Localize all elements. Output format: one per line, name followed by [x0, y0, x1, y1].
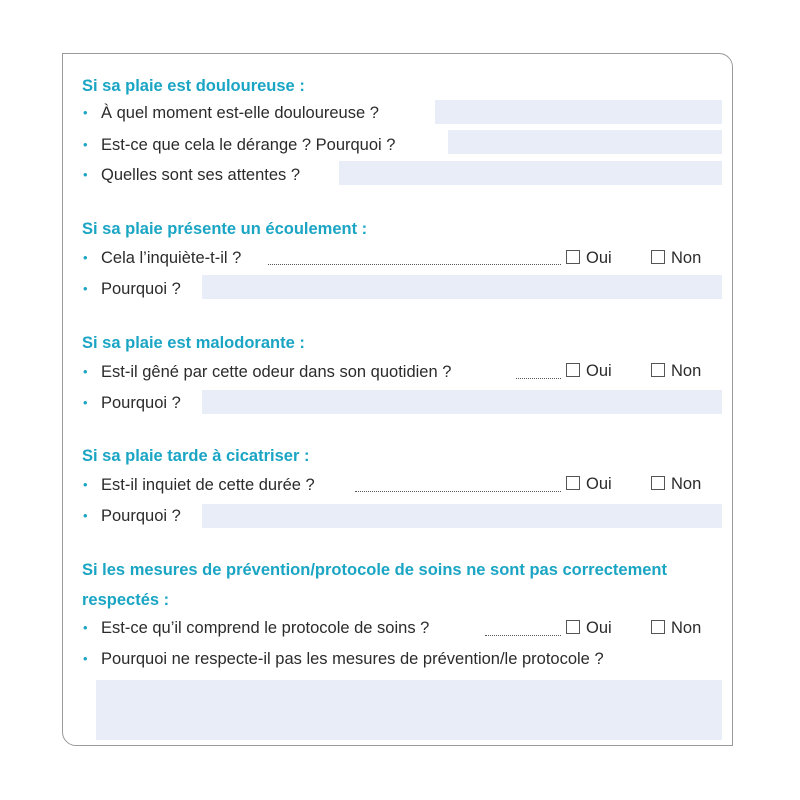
- bullet-icon: •: [83, 364, 88, 379]
- dotted-leader: [355, 491, 561, 492]
- question-pourquoi: [83, 392, 181, 414]
- section-title-mesures-line2: respectés :: [82, 591, 170, 609]
- question-inquiete: [83, 247, 241, 269]
- section-title-ecoulement: Si sa plaie présente un écoulement :: [82, 220, 368, 238]
- checkbox-oui-label: Oui: [586, 619, 612, 637]
- question-duree: [83, 474, 315, 496]
- question-label: Est-il gêné par cette odeur dans son quotidien ?: [101, 363, 452, 381]
- bullet-icon: •: [83, 477, 88, 492]
- question-pourquoi: [83, 505, 181, 527]
- question-pourquoi-protocole: [83, 648, 604, 670]
- bullet-icon: •: [83, 508, 88, 523]
- checkbox-non[interactable]: [651, 250, 665, 264]
- answer-field-attentes[interactable]: [339, 161, 722, 185]
- answer-field-moment[interactable]: [435, 100, 722, 124]
- dotted-leader: [516, 378, 561, 379]
- dotted-leader: [268, 264, 561, 265]
- checkbox-non-label: Non: [671, 619, 702, 637]
- answer-field-derange[interactable]: [448, 130, 722, 154]
- bullet-icon: •: [83, 137, 88, 152]
- checkbox-oui-label: Oui: [586, 249, 612, 267]
- checkbox-non[interactable]: [651, 620, 665, 634]
- checkbox-non-label: Non: [671, 249, 702, 267]
- bullet-icon: •: [83, 281, 88, 296]
- question-label: Pourquoi ?: [101, 394, 181, 412]
- answer-field-pourquoi-duree[interactable]: [202, 504, 722, 528]
- question-label: Pourquoi ?: [101, 507, 181, 525]
- answer-field-pourquoi-protocole[interactable]: [96, 680, 722, 740]
- question-label: Est-ce que cela le dérange ? Pourquoi ?: [101, 136, 396, 154]
- question-label: À quel moment est-elle douloureuse ?: [101, 104, 379, 122]
- question-pourquoi: [83, 278, 181, 300]
- checkbox-oui[interactable]: [566, 363, 580, 377]
- question-label: Quelles sont ses attentes ?: [101, 166, 301, 184]
- section-title-malodorante: Si sa plaie est malodorante :: [82, 334, 305, 352]
- checkbox-oui[interactable]: [566, 476, 580, 490]
- checkbox-non-label: Non: [671, 362, 702, 380]
- answer-field-pourquoi-ecoulement[interactable]: [202, 275, 722, 299]
- bullet-icon: •: [83, 651, 88, 666]
- bullet-icon: •: [83, 250, 88, 265]
- bullet-icon: •: [83, 105, 88, 120]
- section-title-douloureuse: Si sa plaie est douloureuse :: [82, 77, 305, 95]
- question-protocole: [83, 617, 429, 639]
- checkbox-non-label: Non: [671, 475, 702, 493]
- question-label: Pourquoi ?: [101, 280, 181, 298]
- question-label: Cela l’inquiète-t-il ?: [101, 249, 242, 267]
- checkbox-non[interactable]: [651, 476, 665, 490]
- checkbox-oui[interactable]: [566, 250, 580, 264]
- checkbox-oui-label: Oui: [586, 475, 612, 493]
- question-moment: [83, 102, 379, 124]
- question-derange: [83, 134, 395, 156]
- question-attentes: [83, 164, 300, 186]
- question-label: Pourquoi ne respecte-il pas les mesures de prévention/le protocole ?: [101, 650, 604, 668]
- section-title-cicatriser: Si sa plaie tarde à cicatriser :: [82, 447, 310, 465]
- bullet-icon: •: [83, 167, 88, 182]
- question-label: Est-il inquiet de cette durée ?: [101, 476, 315, 494]
- checkbox-oui[interactable]: [566, 620, 580, 634]
- bullet-icon: •: [83, 620, 88, 635]
- dotted-leader: [485, 635, 561, 636]
- checkbox-non[interactable]: [651, 363, 665, 377]
- bullet-icon: •: [83, 395, 88, 410]
- question-gene: [83, 361, 451, 383]
- section-title-mesures: Si les mesures de prévention/protocole de soins ne sont pas correctement: [82, 561, 668, 579]
- question-label: Est-ce qu’il comprend le protocole de soins ?: [101, 619, 430, 637]
- checkbox-oui-label: Oui: [586, 362, 612, 380]
- answer-field-pourquoi-odeur[interactable]: [202, 390, 722, 414]
